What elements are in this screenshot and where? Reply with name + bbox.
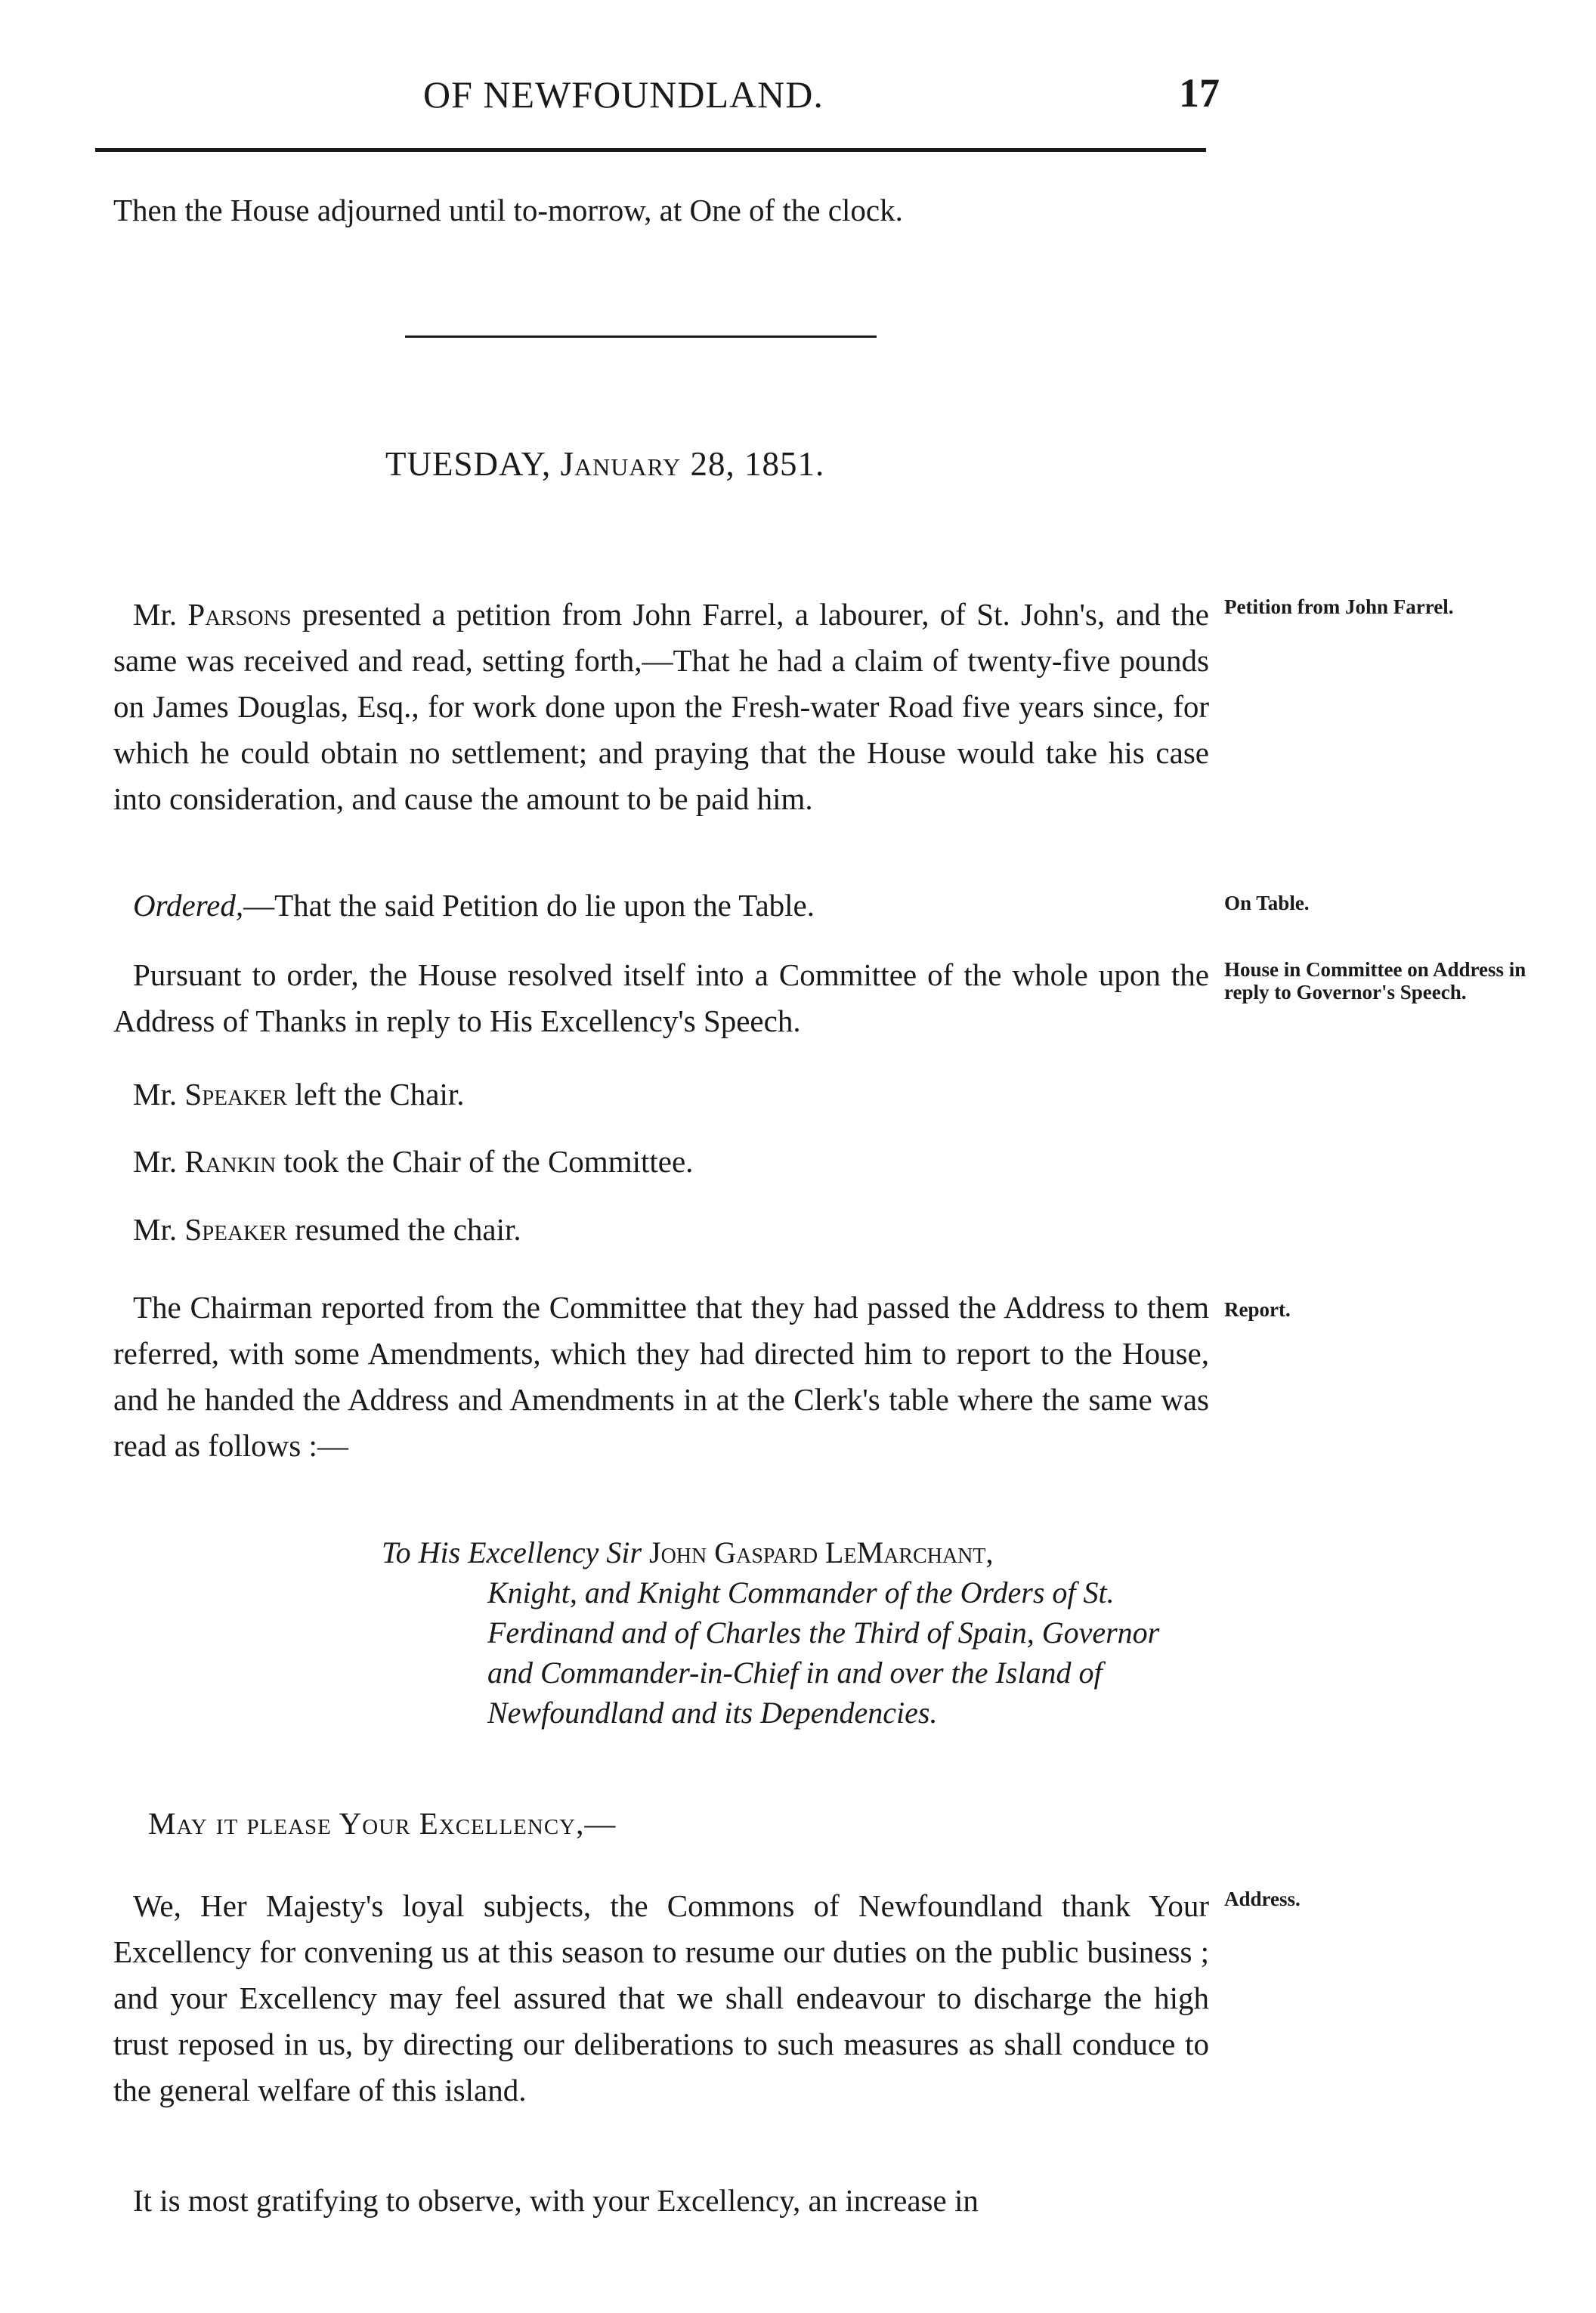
margin-note-address: Address. <box>1224 1888 1301 1910</box>
speaker-resumed-lead: Mr. <box>133 1212 185 1247</box>
committee-paragraph: Pursuant to order, the House resolved itself into a Committee of the whole upon the Address of Thanks in reply to His Excellency's Speech. <box>113 957 1209 1038</box>
petition-body: presented a petition from John Farrel, a labourer, of St. John's, and the same was received and read, setting forth,—That he had a claim of twenty-five pounds on James Douglas, Esq., for work done upon the Fresh-water Road five years since, for which he could obtain no settlement; and praying that the House would take his case into consideration, and cause the amount to be paid him. <box>113 597 1209 816</box>
speaker-resumed-paragraph <box>113 1207 1209 1253</box>
chairman-report-paragraph: The Chairman reported from the Committee that they had passed the Address to them referred, with some Amendments, which they had directed him to report to the House, and he handed the Address and Amendments in at the Clerk's table where the same was read as follows :— <box>113 1290 1209 1463</box>
date-day: TUESDAY, <box>385 445 552 483</box>
date-year: 28, 1851. <box>690 445 825 483</box>
petition-lead: Mr. <box>133 597 188 632</box>
margin-note-petition: Petition from John Farrel. <box>1224 595 1454 618</box>
address-heading-first-line <box>382 1532 1209 1572</box>
address-heading-rest: Knight, and Knight Commander of the Orders of St. Ferdinand and of Charles the Third of Spain, Governor and Commander-in-Chief in and over the Island of Newfoundland and its Dependencies. <box>487 1575 1160 1730</box>
speaker-resumed-name: Speaker <box>184 1212 287 1247</box>
rankin-body: took the Chair of the Committee. <box>276 1144 694 1179</box>
margin-note-report: Report. <box>1224 1298 1291 1321</box>
header-rule <box>95 148 1206 152</box>
rankin-lead: Mr. <box>133 1144 185 1179</box>
rankin-name: Rankin <box>184 1144 277 1179</box>
speaker-left-name: Speaker <box>184 1077 287 1112</box>
address-heading <box>382 1532 1209 1733</box>
address-body-paragraph: We, Her Majesty's loyal subjects, the Commons of Newfoundland thank Your Excellency for convening us at this season to resume our duties on the public business ; and your Excellency may feel assured that we shall endeavour to discharge the high trust reposed in us, by directing our deliberations to such measures as shall conduce to the general welfare of this island. <box>113 1888 1209 2107</box>
speaker-resumed-body: resumed the chair. <box>286 1212 521 1247</box>
petition-paragraph <box>113 592 1209 822</box>
salutation: May it please Your Excellency,— <box>148 1806 617 1841</box>
ordered-word: Ordered, <box>133 888 244 923</box>
speaker-left-lead: Mr. <box>133 1077 185 1112</box>
section-divider <box>405 336 877 338</box>
speaker-left-paragraph <box>113 1071 1209 1118</box>
ordered-body: —That the said Petition do lie upon the Table. <box>243 888 815 923</box>
petition-member-name: Parsons <box>187 597 292 632</box>
adjournment-text: Then the House adjourned until to-morrow, at One of the clock. <box>113 193 903 227</box>
running-head: OF NEWFOUNDLAND. <box>423 73 824 116</box>
date-heading <box>385 444 824 484</box>
margin-note-committee: House in Committee on Address in reply to Governor's Speech. <box>1224 958 1526 1003</box>
rankin-paragraph <box>113 1139 1209 1185</box>
page-number: 17 <box>1179 70 1220 116</box>
margin-note-table: On Table. <box>1224 892 1310 914</box>
date-month: January <box>560 445 682 483</box>
address-heading-name: John Gaspard LeMarchant, <box>649 1535 994 1569</box>
speaker-left-body: left the Chair. <box>286 1077 465 1112</box>
ordered-paragraph <box>113 883 1209 929</box>
address-heading-prefix: To His Excellency Sir <box>382 1535 650 1569</box>
gratifying-paragraph: It is most gratifying to observe, with your Excellency, an increase in <box>133 2183 979 2218</box>
